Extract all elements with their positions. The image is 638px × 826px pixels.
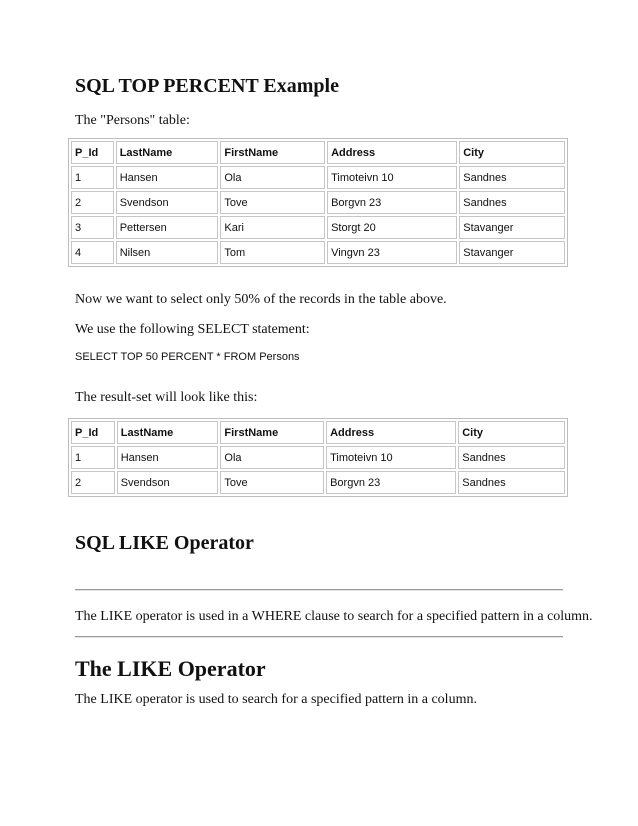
table-cell: 4 bbox=[71, 241, 114, 264]
table-cell: Ola bbox=[220, 166, 325, 189]
column-header: FirstName bbox=[220, 141, 325, 164]
table-cell: Sandnes bbox=[459, 166, 565, 189]
table-cell: Svendson bbox=[117, 471, 219, 494]
table-cell: 3 bbox=[71, 216, 114, 239]
column-header: Address bbox=[327, 141, 457, 164]
table-cell: Kari bbox=[220, 216, 325, 239]
section-title-top-percent: SQL TOP PERCENT Example bbox=[75, 75, 339, 97]
table-row bbox=[71, 191, 565, 214]
divider bbox=[75, 636, 563, 638]
column-header: FirstName bbox=[220, 421, 324, 444]
sql-statement: SELECT TOP 50 PERCENT * FROM Persons bbox=[75, 351, 300, 363]
result-table bbox=[68, 418, 568, 497]
table-row bbox=[71, 471, 565, 494]
select-description: Now we want to select only 50% of the records in the table above. bbox=[75, 292, 447, 307]
table-header-row bbox=[71, 141, 565, 164]
persons-table bbox=[68, 138, 568, 267]
table-row bbox=[71, 216, 565, 239]
column-header: P_Id bbox=[71, 421, 115, 444]
table-cell: Vingvn 23 bbox=[327, 241, 457, 264]
table-cell: Ola bbox=[220, 446, 324, 469]
table-cell: Svendson bbox=[116, 191, 219, 214]
column-header: City bbox=[459, 141, 565, 164]
table-cell: Storgt 20 bbox=[327, 216, 457, 239]
table-cell: Stavanger bbox=[459, 241, 565, 264]
section-title-like-operator: SQL LIKE Operator bbox=[75, 532, 254, 554]
table-cell: Hansen bbox=[117, 446, 219, 469]
table-cell: Tove bbox=[220, 191, 325, 214]
table-cell: Sandnes bbox=[458, 446, 565, 469]
table-header-row bbox=[71, 421, 565, 444]
table-cell: Tove bbox=[220, 471, 324, 494]
column-header: LastName bbox=[117, 421, 219, 444]
persons-table-intro: The "Persons" table: bbox=[75, 113, 190, 128]
table-cell: Timoteivn 10 bbox=[327, 166, 457, 189]
like-operator-summary: The LIKE operator is used in a WHERE clause to search for a specified pattern in a column. bbox=[75, 609, 593, 624]
table-cell: 2 bbox=[71, 471, 115, 494]
table-row bbox=[71, 241, 565, 264]
table-cell: Hansen bbox=[116, 166, 219, 189]
table-cell: 1 bbox=[71, 166, 114, 189]
table-row bbox=[71, 166, 565, 189]
table-cell: Stavanger bbox=[459, 216, 565, 239]
table-cell: Sandnes bbox=[459, 191, 565, 214]
like-operator-description: The LIKE operator is used to search for a specified pattern in a column. bbox=[75, 692, 477, 707]
column-header: Address bbox=[326, 421, 456, 444]
column-header: City bbox=[458, 421, 565, 444]
table-cell: Sandnes bbox=[458, 471, 565, 494]
table-cell: 1 bbox=[71, 446, 115, 469]
table-cell: Nilsen bbox=[116, 241, 219, 264]
table-cell: Borgvn 23 bbox=[327, 191, 457, 214]
table-row bbox=[71, 446, 565, 469]
result-set-intro: The result-set will look like this: bbox=[75, 390, 258, 405]
statement-intro: We use the following SELECT statement: bbox=[75, 322, 310, 337]
table-cell: Tom bbox=[220, 241, 325, 264]
column-header: P_Id bbox=[71, 141, 114, 164]
table-cell: Timoteivn 10 bbox=[326, 446, 456, 469]
column-header: LastName bbox=[116, 141, 219, 164]
table-cell: Borgvn 23 bbox=[326, 471, 456, 494]
section-title-the-like-operator: The LIKE Operator bbox=[75, 656, 266, 681]
table-cell: 2 bbox=[71, 191, 114, 214]
table-cell: Pettersen bbox=[116, 216, 219, 239]
divider bbox=[75, 589, 563, 591]
